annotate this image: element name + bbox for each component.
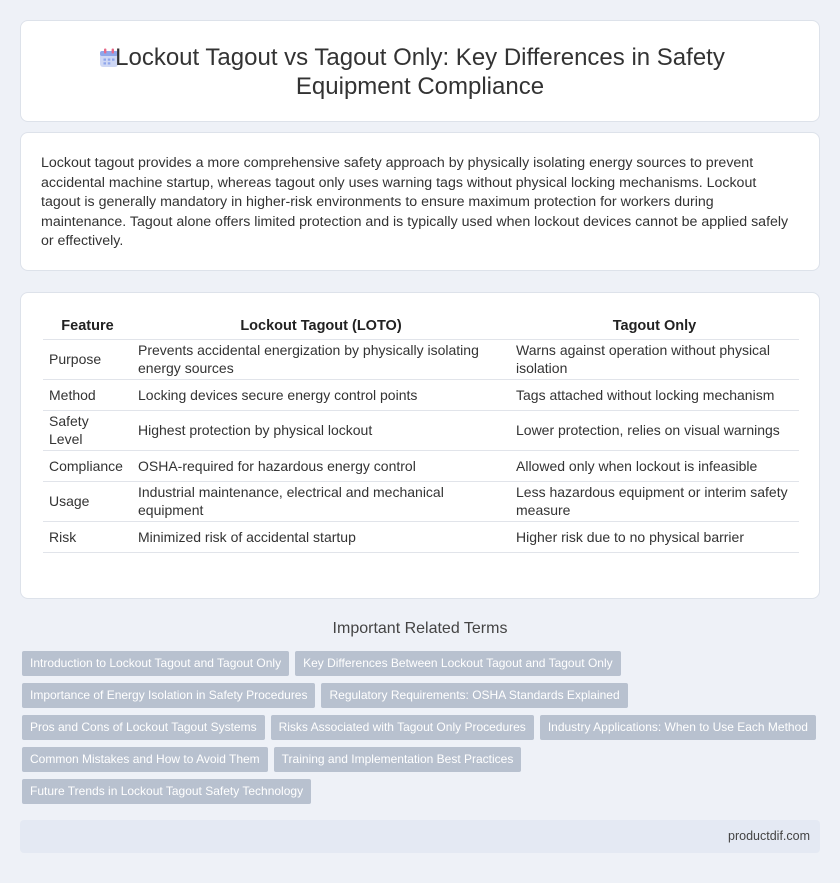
table-cell-tagout: Lower protection, relies on visual warnings (510, 410, 799, 450)
footer (20, 820, 820, 853)
related-term-link[interactable]: Key Differences Between Lockout Tagout and Tagout Only (295, 651, 621, 676)
table-row (43, 521, 799, 552)
related-term-link[interactable]: Pros and Cons of Lockout Tagout Systems (22, 715, 265, 740)
table-cell-loto: Industrial maintenance, electrical and mechanical equipment (132, 481, 510, 521)
column-header-tagout: Tagout Only (510, 311, 799, 339)
table-row (43, 410, 799, 450)
intro-paragraph: Lockout tagout provides a more comprehensive safety approach by physically isolating energy sources to prevent accidental machine startup, whereas tagout only uses warning tags without physical locking mechanisms. Lockout tagout is generally mandatory in higher-risk environments to ensure maximum protection for workers during maintenance. Tagout alone offers limited protection and is typically used when lockout devices cannot be applied safely or effectively. (41, 155, 789, 249)
table-cell-feature: Purpose (43, 339, 132, 379)
table-cell-tagout: Tags attached without locking mechanism (510, 379, 799, 410)
related-terms-list (22, 651, 822, 811)
comparison-table (43, 311, 799, 553)
related-term-link[interactable]: Training and Implementation Best Practices (274, 747, 522, 772)
table-cell-feature: Usage (43, 481, 132, 521)
table-cell-feature: Risk (43, 521, 132, 552)
table-cell-tagout: Less hazardous equipment or interim safety measure (510, 481, 799, 521)
table-cell-tagout: Allowed only when lockout is infeasible (510, 450, 799, 481)
related-term-link[interactable]: Risks Associated with Tagout Only Procedures (271, 715, 534, 740)
column-header-feature: Feature (43, 311, 132, 339)
related-term-link[interactable]: Introduction to Lockout Tagout and Tagout Only (22, 651, 289, 676)
table-cell-feature: Method (43, 379, 132, 410)
page-title: Lockout Tagout vs Tagout Only: Key Differences in Safety Equipment Compliance (115, 44, 725, 100)
table-cell-tagout: Warns against operation without physical isolation (510, 339, 799, 379)
table-cell-loto: OSHA-required for hazardous energy control (132, 450, 510, 481)
header-card (20, 20, 820, 122)
table-row (43, 379, 799, 410)
related-term-link[interactable]: Common Mistakes and How to Avoid Them (22, 747, 268, 772)
table-row (43, 339, 799, 379)
table-cell-tagout: Higher risk due to no physical barrier (510, 521, 799, 552)
footer-site-link[interactable]: productdif.com (728, 829, 810, 843)
table-row (43, 481, 799, 521)
related-terms-heading: Important Related Terms (332, 620, 508, 637)
table-cell-loto: Highest protection by physical lockout (132, 410, 510, 450)
related-term-link[interactable]: Regulatory Requirements: OSHA Standards Explained (321, 683, 627, 708)
table-cell-feature: Safety Level (43, 410, 132, 450)
table-row (43, 450, 799, 481)
column-header-loto: Lockout Tagout (LOTO) (132, 311, 510, 339)
intro-card (20, 132, 820, 271)
related-term-link[interactable]: Future Trends in Lockout Tagout Safety Technology (22, 779, 311, 804)
related-term-link[interactable]: Importance of Energy Isolation in Safety Procedures (22, 683, 315, 708)
table-header-row (43, 311, 799, 339)
table-cell-loto: Minimized risk of accidental startup (132, 521, 510, 552)
table-cell-loto: Prevents accidental energization by physically isolating energy sources (132, 339, 510, 379)
related-term-link[interactable]: Industry Applications: When to Use Each Method (540, 715, 816, 740)
table-cell-loto: Locking devices secure energy control points (132, 379, 510, 410)
table-cell-feature: Compliance (43, 450, 132, 481)
comparison-table-card (20, 292, 820, 599)
